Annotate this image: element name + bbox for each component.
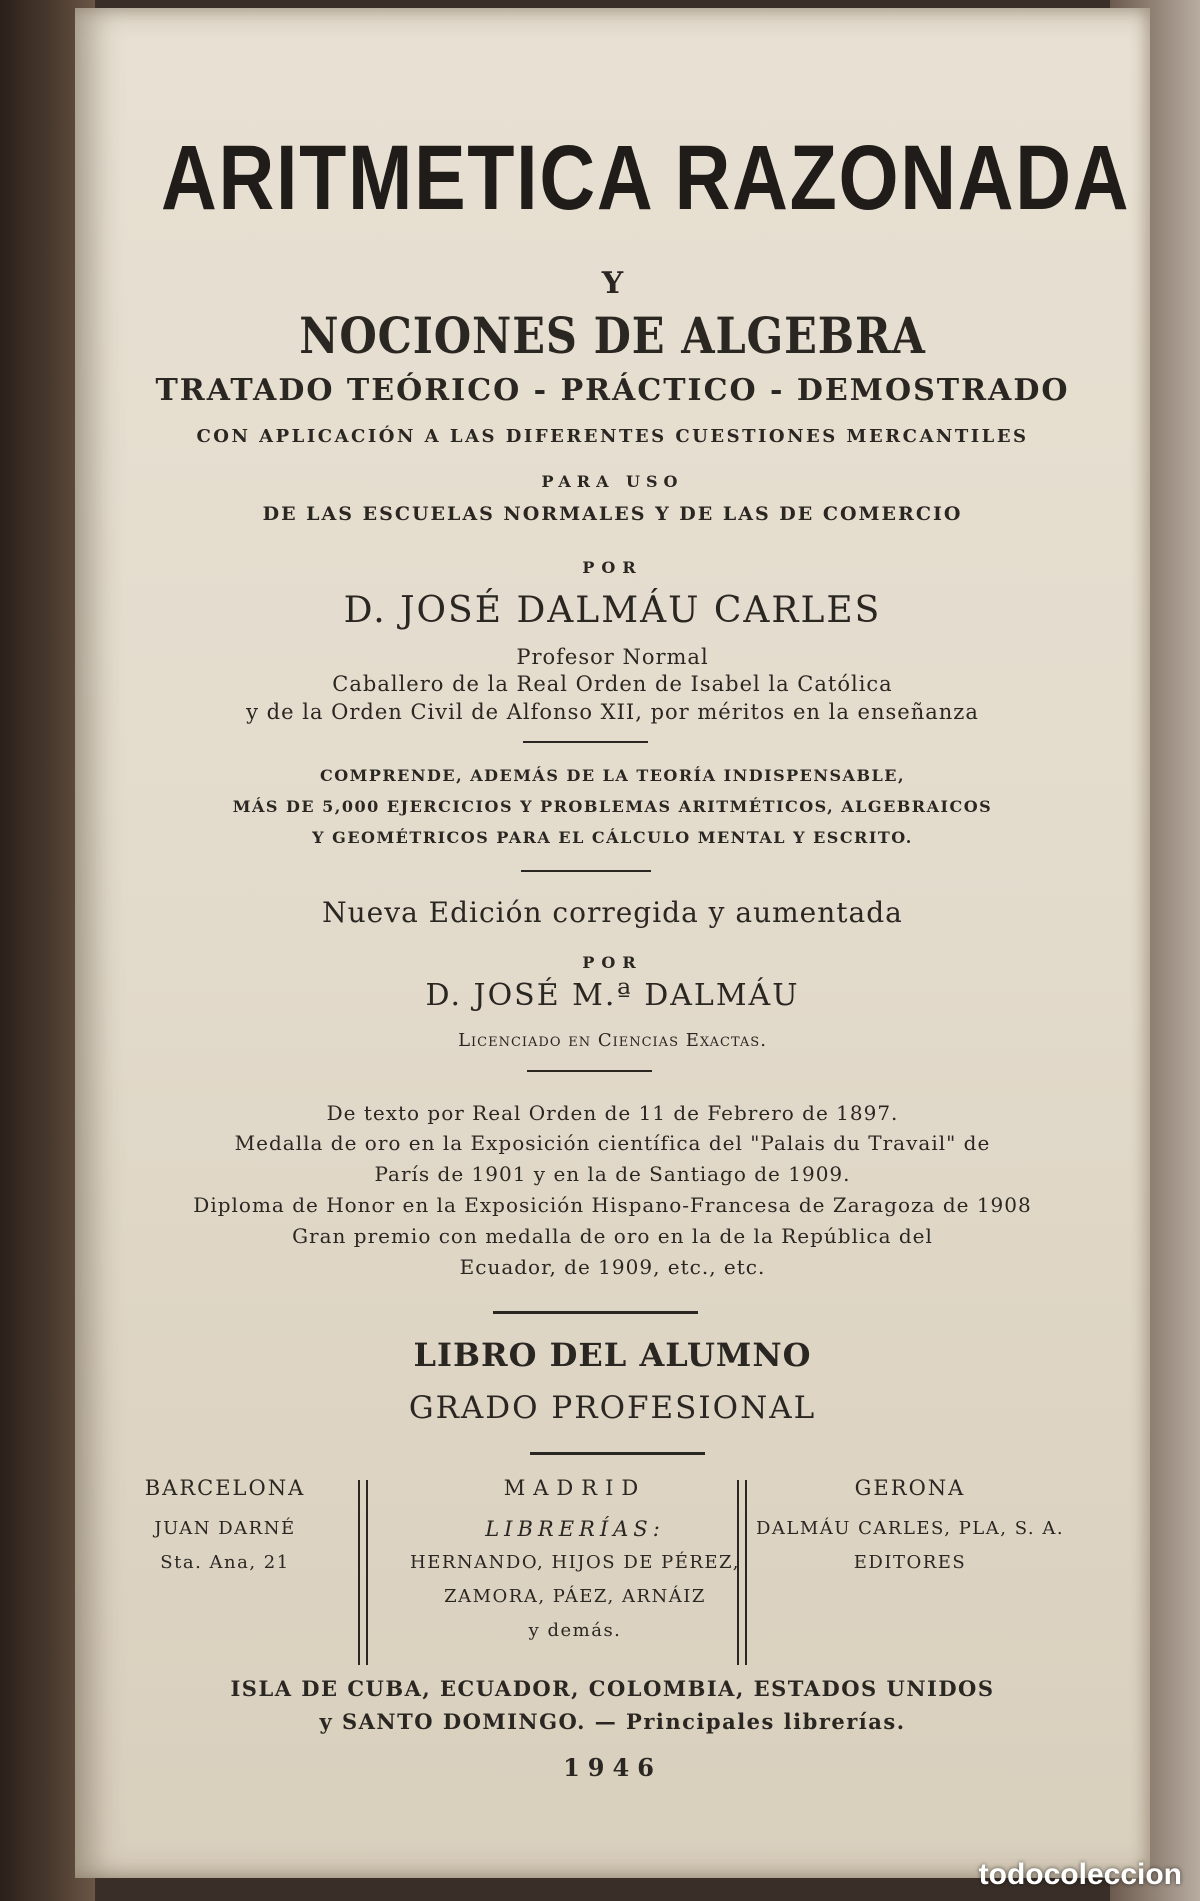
editor-name: D. JOSÉ M.ª DALMÁU (425, 978, 800, 1013)
publisher-gerona (715, 1476, 1105, 1580)
distribution-line: y SANTO DOMINGO. — Principales librerías. (319, 1709, 906, 1734)
libro-label: LIBRO DEL ALUMNO (413, 1336, 812, 1374)
comprende-line: Y GEOMÉTRICOS PARA EL CÁLCULO MENTAL Y ESCRITO. (312, 828, 913, 847)
publisher-line: DALMÁU CARLES, PLA, S. A. (755, 1518, 1065, 1539)
author-name: D. JOSÉ DALMÁU CARLES (343, 590, 882, 631)
publisher-line: ZAMORA, PÁEZ, ARNÁIZ (444, 1586, 706, 1607)
award-line: Gran premio con medalla de oro en la de la República del (292, 1224, 933, 1248)
publisher-barcelona (95, 1476, 355, 1580)
publisher-city: MADRID (503, 1476, 647, 1500)
column-divider (358, 1480, 368, 1665)
award-line: Medalla de oro en la Exposición científica del "Palais du Travail" de (234, 1131, 991, 1155)
award-line: De texto por Real Orden de 11 de Febrero de 1897. (326, 1101, 899, 1125)
main-title: ARITMETICA RAZONADA (161, 127, 1131, 229)
author-credential: y de la Orden Civil de Alfonso XII, por méritos en la enseñanza (246, 700, 979, 724)
divider-rule (523, 741, 648, 743)
publisher-line: Sta. Ana, 21 (160, 1552, 290, 1573)
award-line: París de 1901 y en la de Santiago de 1909. (374, 1162, 851, 1186)
publisher-line: HERNANDO, HIJOS DE PÉREZ, (410, 1552, 740, 1573)
author-credential: Profesor Normal (516, 645, 709, 669)
divider-rule (530, 1452, 705, 1455)
title-connector: Y (601, 266, 624, 301)
por-label: POR (582, 558, 643, 577)
publisher-line: y demás. (528, 1620, 622, 1641)
publisher-city: BARCELONA (144, 1476, 306, 1500)
publisher-label: LIBRERÍAS: (485, 1517, 665, 1541)
escuelas-line: DE LAS ESCUELAS NORMALES Y DE LAS DE COMERCIO (262, 503, 963, 525)
por-label: POR (582, 953, 643, 972)
comprende-line: MÁS DE 5,000 EJERCICIOS Y PROBLEMAS ARITMÉTICOS, ALGEBRAICOS (232, 797, 993, 816)
publication-year: 1946 (563, 1753, 662, 1782)
editor-title: Licenciado en Ciencias Exactas. (458, 1030, 767, 1051)
distribution-line: ISLA DE CUBA, ECUADOR, COLOMBIA, ESTADOS UNIDOS (230, 1676, 995, 1701)
comprende-line: COMPRENDE, ADEMÁS DE LA TEORÍA INDISPENSABLE, (319, 766, 906, 785)
watermark-logo: todocoleccion (978, 1858, 1182, 1891)
edition-line: Nueva Edición corregida y aumentada (322, 896, 903, 929)
para-uso-line: PARA USO (541, 472, 684, 491)
grado-label: GRADO PROFESIONAL (408, 1390, 817, 1426)
award-line: Diploma de Honor en la Exposición Hispano-Francesa de Zaragoza de 1908 (193, 1193, 1032, 1217)
author-credential: Caballero de la Real Orden de Isabel la Católica (332, 672, 893, 696)
aplicacion-line: CON APLICACIÓN A LAS DIFERENTES CUESTIONES MERCANTILES (196, 426, 1029, 447)
publisher-line: EDITORES (853, 1552, 967, 1573)
divider-rule (521, 870, 651, 872)
publisher-line: JUAN DARNÉ (154, 1518, 296, 1539)
divider-rule (493, 1311, 698, 1314)
title-page (75, 8, 1150, 1878)
subtitle: NOCIONES DE ALGEBRA (299, 306, 926, 365)
award-line: Ecuador, de 1909, etc., etc. (459, 1255, 766, 1279)
tratado-line: TRATADO TEÓRICO - PRÁCTICO - DEMOSTRADO (155, 373, 1070, 408)
divider-rule (527, 1070, 652, 1072)
publisher-city: GERONA (854, 1476, 966, 1500)
